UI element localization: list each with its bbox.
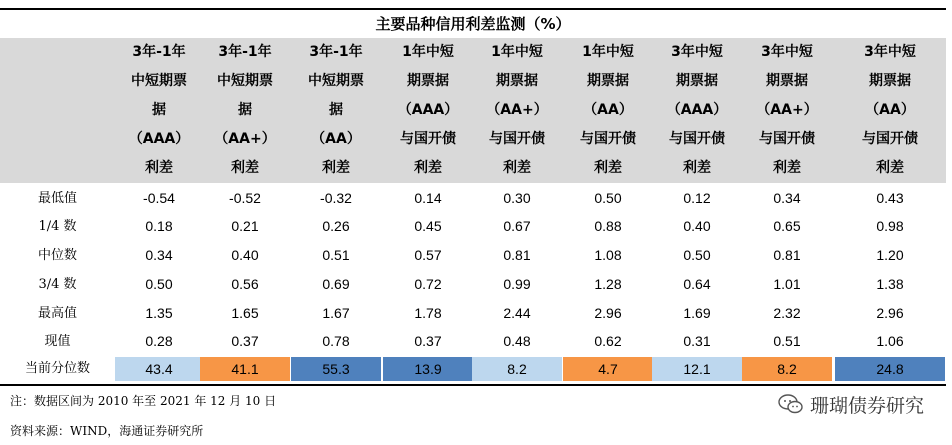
table-cell: 1.67	[322, 305, 350, 321]
table-cell: 0.62	[594, 333, 622, 349]
table-cell: 1.69	[683, 305, 711, 321]
table-cell: 1.28	[594, 276, 622, 292]
row-label: 当前分位数	[24, 361, 90, 376]
percentile-cell: 24.8	[835, 357, 945, 381]
table-cell: 0.18	[145, 218, 173, 234]
table-cell: 2.32	[773, 305, 801, 321]
table-cell: 0.40	[683, 218, 711, 234]
column-header: 1年中短 期票据 （AA） 与国开债 利差	[580, 44, 636, 176]
row-label: 3/4 数	[38, 277, 77, 292]
table-row	[0, 241, 946, 270]
brand-watermark	[778, 388, 924, 420]
table-cell: 0.50	[145, 276, 173, 292]
table-cell: 0.40	[231, 247, 259, 263]
table-cell: 1.01	[773, 276, 801, 292]
table-cell: 1.08	[594, 247, 622, 263]
wechat-icon	[778, 393, 804, 415]
table-cell: 0.51	[773, 333, 801, 349]
table-cell: 0.57	[414, 247, 442, 263]
table-row	[0, 327, 946, 356]
percentile-cell: 41.1	[200, 357, 290, 381]
row-label: 1/4 数	[38, 219, 77, 234]
table-cell: 0.72	[414, 276, 442, 292]
note-text: 注：数据区间为 2010 年至 2021 年 12 月 10 日	[10, 394, 277, 408]
table-cell: 0.50	[683, 247, 711, 263]
column-header: 3年中短 期票据 （AAA） 与国开债 利差	[666, 44, 728, 176]
table-cell: 2.44	[503, 305, 531, 321]
percentile-cell: 55.3	[291, 357, 381, 381]
row-label: 最低值	[37, 191, 77, 206]
table-cell: 0.12	[683, 190, 711, 206]
table-row	[0, 184, 946, 213]
table-cell: 0.37	[414, 333, 442, 349]
percentile-cell: 43.4	[115, 357, 203, 381]
table-cell: 2.96	[594, 305, 622, 321]
table-cell: 0.50	[594, 190, 622, 206]
table-cell: 0.37	[231, 333, 259, 349]
percentile-cell: 12.1	[652, 357, 742, 381]
table-cell: 0.81	[503, 247, 531, 263]
table-cell: 0.28	[145, 333, 173, 349]
column-header: 3年中短 期票据 （AA） 与国开债 利差	[862, 44, 918, 176]
table-cell: 0.98	[876, 218, 904, 234]
table-cell: 0.56	[231, 276, 259, 292]
table-cell: 0.99	[503, 276, 531, 292]
table-cell: 1.38	[876, 276, 904, 292]
table-cell: -0.32	[320, 190, 352, 206]
row-label: 中位数	[37, 248, 77, 263]
percentile-cell: 4.7	[563, 357, 653, 381]
table-cell: 1.78	[414, 305, 442, 321]
percentile-cell: 8.2	[472, 357, 562, 381]
percentile-cell: 13.9	[383, 357, 473, 381]
column-header: 3年-1年 中短期票 据 （AA+） 利差	[214, 44, 276, 176]
source-text: 资料来源：WIND，海通证券研究所	[10, 424, 204, 438]
table-cell: 2.96	[876, 305, 904, 321]
row-label: 最高值	[37, 306, 77, 321]
table-cell: 0.34	[773, 190, 801, 206]
table-cell: 0.88	[594, 218, 622, 234]
table-row	[0, 299, 946, 328]
table-cell: 0.67	[503, 218, 531, 234]
table-cell: 0.51	[322, 247, 350, 263]
table-cell: 0.81	[773, 247, 801, 263]
table-cell: 1.06	[876, 333, 904, 349]
brand-name: 珊瑚债券研究	[809, 394, 924, 417]
table-cell: 1.20	[876, 247, 904, 263]
table-cell: 0.69	[322, 276, 350, 292]
table-cell: 0.48	[503, 333, 531, 349]
percentile-row	[0, 355, 946, 384]
table-cell: 0.30	[503, 190, 531, 206]
table-cell: 1.65	[231, 305, 259, 321]
table-cell: 0.45	[414, 218, 442, 234]
column-header: 3年中短 期票据 （AA+） 与国开债 利差	[756, 44, 818, 176]
table-row	[0, 212, 946, 241]
column-header: 1年中短 期票据 （AA+） 与国开债 利差	[486, 44, 548, 176]
table-cell: 0.26	[322, 218, 350, 234]
table-cell: 0.14	[414, 190, 442, 206]
table-cell: 0.21	[231, 218, 259, 234]
table-cell: 0.43	[876, 190, 904, 206]
table-cell: 0.64	[683, 276, 711, 292]
percentile-cell: 8.2	[742, 357, 832, 381]
row-label: 现值	[44, 334, 71, 349]
table-cell: 0.65	[773, 218, 801, 234]
table-cell: -0.52	[229, 190, 261, 206]
table-cell: 0.78	[322, 333, 350, 349]
column-header: 1年中短 期票据 （AAA） 与国开债 利差	[397, 44, 459, 176]
column-header: 3年-1年 中短期票 据 （AA） 利差	[308, 44, 364, 176]
column-header: 3年-1年 中短期票 据 （AAA） 利差	[128, 44, 190, 176]
table-bottom-rule	[0, 384, 946, 386]
table-row	[0, 270, 946, 299]
table-cell: -0.54	[143, 190, 175, 206]
table-title: 主要品种信用利差监测（%）	[0, 8, 946, 39]
table-cell: 1.35	[145, 305, 173, 321]
table-cell: 0.34	[145, 247, 173, 263]
table-cell: 0.31	[683, 333, 711, 349]
